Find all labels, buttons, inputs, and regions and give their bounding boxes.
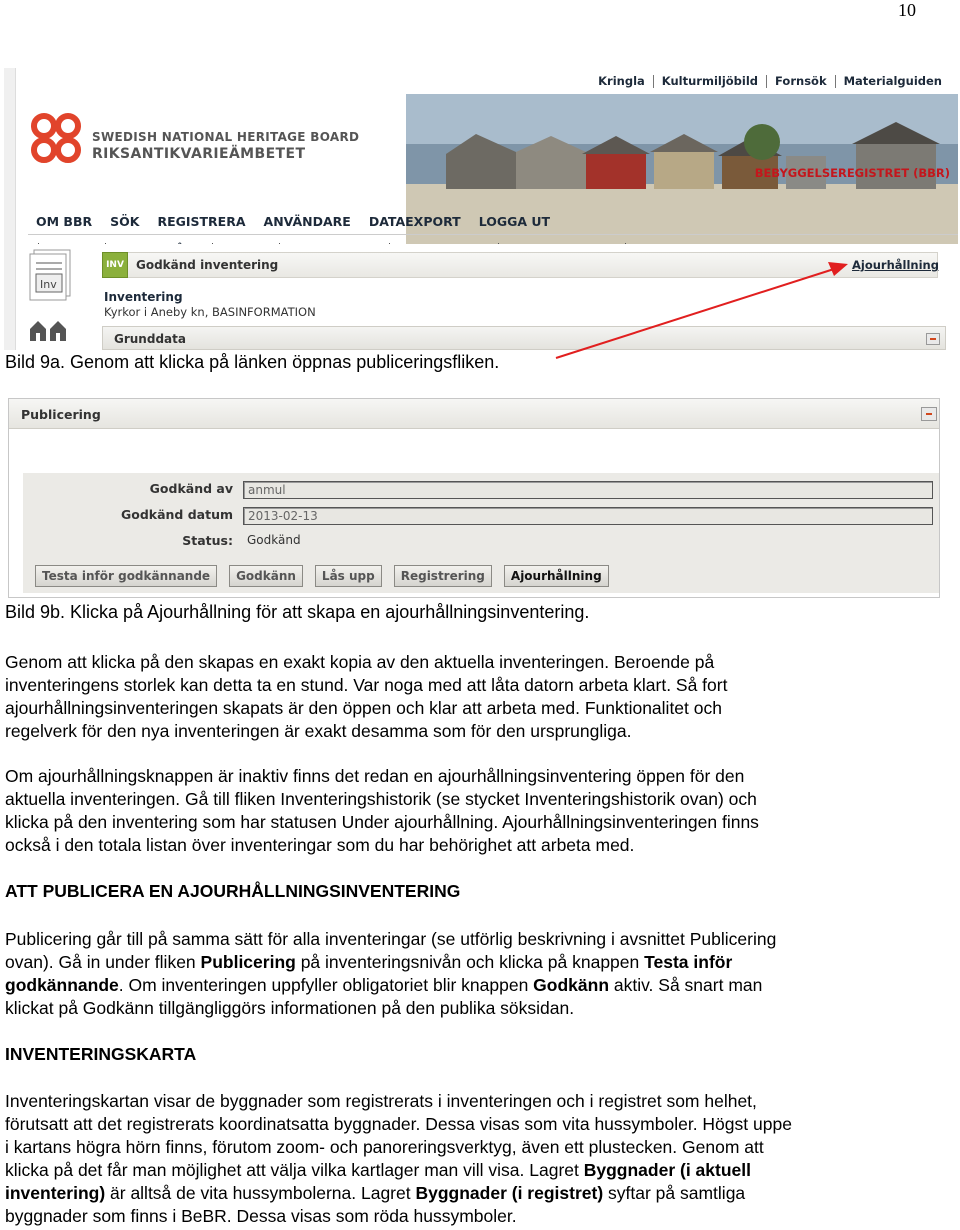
status-text: Godkänd inventering bbox=[136, 258, 279, 272]
top-link-kringla[interactable]: Kringla bbox=[598, 74, 645, 88]
inventory-area bbox=[16, 244, 958, 350]
caption-9a: Bild 9a. Genom att klicka på länken öppnas publiceringsfliken. bbox=[5, 352, 500, 372]
top-link-fornsok[interactable]: Fornsök bbox=[775, 74, 827, 88]
grunddata-label: Grunddata bbox=[114, 332, 186, 346]
text-line: klicka på den inventering som har statusen Under ajourhållning. Ajourhållningsinventeringen finns bbox=[5, 812, 759, 832]
text-line: aktuella inventeringen. Gå till fliken Inventeringshistorik (se stycket Inventeringshistorik ovan) och bbox=[5, 789, 757, 809]
logo-text-english: SWEDISH NATIONAL HERITAGE BOARD bbox=[92, 130, 360, 144]
menu-dataexport[interactable]: DATAEXPORT bbox=[368, 214, 461, 229]
page-number: 10 bbox=[898, 0, 916, 20]
left-strip bbox=[4, 68, 16, 350]
menu-registrera[interactable]: REGISTRERA bbox=[157, 214, 246, 229]
text-line: Om ajourhållningsknappen är inaktiv finns det redan en ajourhållningsinventering öppen för den bbox=[5, 766, 745, 786]
text-line: ajourhållningsinventeringen skapats är den öppen och klar att arbeta med. Funktionalitet och bbox=[5, 698, 722, 718]
paragraph-publicering bbox=[5, 928, 935, 1020]
ajourhallning-button[interactable]: Ajourhållning bbox=[504, 565, 609, 587]
text-line: godkännande. Om inventeringen uppfyller obligatoriet blir knappen Godkänn aktiv. Så snart man bbox=[5, 975, 763, 995]
heading-inventeringskarta: INVENTERINGSKARTA bbox=[5, 1044, 197, 1064]
registrering-button[interactable]: Registrering bbox=[394, 565, 492, 587]
text-line: också i den totala listan över inventeringar som du har behörighet att arbeta med. bbox=[5, 835, 635, 855]
caption-9b: Bild 9b. Klicka på Ajourhållning för att skapa en ajourhållningsinventering. bbox=[5, 602, 590, 622]
side-icons bbox=[26, 248, 82, 350]
menu-sok[interactable]: SÖK bbox=[110, 214, 140, 229]
text-line: inventering) är alltså de vita hussymbolerna. Lagret Byggnader (i registret) syftar på samtliga bbox=[5, 1183, 746, 1203]
banner bbox=[16, 94, 958, 250]
text-line: klickat på Godkänn tillgängliggörs informationen på den publika söksidan. bbox=[5, 998, 575, 1018]
paragraph-karta bbox=[5, 1090, 935, 1228]
bbr-screenshot-1 bbox=[4, 68, 958, 350]
collapse-icon[interactable] bbox=[926, 333, 940, 345]
collapse-icon[interactable] bbox=[921, 407, 937, 421]
top-link-materialguiden[interactable]: Materialguiden bbox=[843, 74, 942, 88]
menu-logga-ut[interactable]: LOGGA UT bbox=[478, 214, 551, 229]
inventory-subtitle: Kyrkor i Aneby kn, BASINFORMATION bbox=[104, 305, 316, 319]
logo-text-swedish: RIKSANTIKVARIEÄMBETET bbox=[92, 146, 306, 162]
testa-infor-godkannande-button[interactable]: Testa inför godkännande bbox=[35, 565, 217, 587]
text-line: förutsatt att det registrerats koordinatsatta byggnader. Dessa visas som vita hussymboler. Högst uppe bbox=[5, 1114, 792, 1134]
text-line: ovan). Gå in under fliken Publicering på inventeringsnivån och klicka på knappen Testa inför bbox=[5, 952, 733, 972]
inv-badge: INV bbox=[102, 252, 128, 278]
text-line: inventeringens storlek kan detta ta en stund. Var noga med att låta datorn arbeta klart. Så fort bbox=[5, 675, 728, 695]
text-line: regelverk för den nya inventeringen är exakt desamma som för den ursprungliga. bbox=[5, 721, 632, 741]
publicering-header bbox=[9, 399, 939, 429]
text-line: byggnader som finns i BeBR. Dessa visas som röda hussymboler. bbox=[5, 1206, 517, 1226]
grunddata-bar[interactable] bbox=[102, 326, 946, 350]
godkann-button[interactable]: Godkänn bbox=[229, 565, 303, 587]
text-line: Inventeringskartan visar de byggnader som registrerats i inventeringen och i registret som helhet, bbox=[5, 1091, 757, 1111]
ajourhallning-link[interactable]: Ajourhållning bbox=[852, 258, 939, 272]
field-label-godkand-av: Godkänd av bbox=[149, 481, 233, 496]
inventory-title: Inventering bbox=[104, 290, 183, 304]
heading-publicera: ATT PUBLICERA EN AJOURHÅLLNINGSINVENTERING bbox=[5, 881, 461, 901]
button-row bbox=[35, 565, 609, 587]
godkand-datum-field[interactable]: 2013-02-13 bbox=[243, 507, 933, 525]
publicering-title: Publicering bbox=[21, 407, 101, 422]
paragraph-inaktiv bbox=[5, 765, 935, 857]
las-upp-button[interactable]: Lås upp bbox=[315, 565, 382, 587]
text-line: Publicering går till på samma sätt för alla inventeringar (se utförlig beskrivning i avsnittet Publicering bbox=[5, 929, 777, 949]
godkand-av-field[interactable]: anmul bbox=[243, 481, 933, 499]
menu-anvandare[interactable]: ANVÄNDARE bbox=[263, 214, 351, 229]
status-value: Godkänd bbox=[247, 533, 301, 547]
paragraph-kopia bbox=[5, 651, 935, 743]
text-line: i kartans högra hörn finns, förutom zoom- och panoreringsverktyg, även ett plustecken. Genom att bbox=[5, 1137, 764, 1157]
inv-icon-label: Inv bbox=[40, 278, 57, 291]
field-label-godkand-datum: Godkänd datum bbox=[120, 507, 233, 522]
top-link-kulturmiljobild[interactable]: Kulturmiljöbild bbox=[661, 74, 759, 88]
text-line: Genom att klicka på den skapas en exakt kopia av den aktuella inventeringen. Beroende på bbox=[5, 652, 715, 672]
top-links bbox=[16, 68, 958, 94]
main-menu bbox=[36, 214, 550, 229]
register-title: BEBYGGELSEREGISTRET (BBR) bbox=[754, 166, 950, 180]
inventory-document-icon[interactable] bbox=[26, 248, 76, 310]
field-label-status: Status: bbox=[182, 533, 233, 548]
raa-logo-icon bbox=[24, 106, 90, 172]
houses-icon[interactable] bbox=[26, 315, 76, 345]
publicering-panel bbox=[8, 398, 940, 598]
menu-om-bbr[interactable]: OM BBR bbox=[36, 214, 93, 229]
text-line: klicka på det får man möjlighet att välja vilka kartlager man vill visa. Lagret Byggnader (i aktuell bbox=[5, 1160, 751, 1180]
publicering-form bbox=[23, 473, 939, 593]
